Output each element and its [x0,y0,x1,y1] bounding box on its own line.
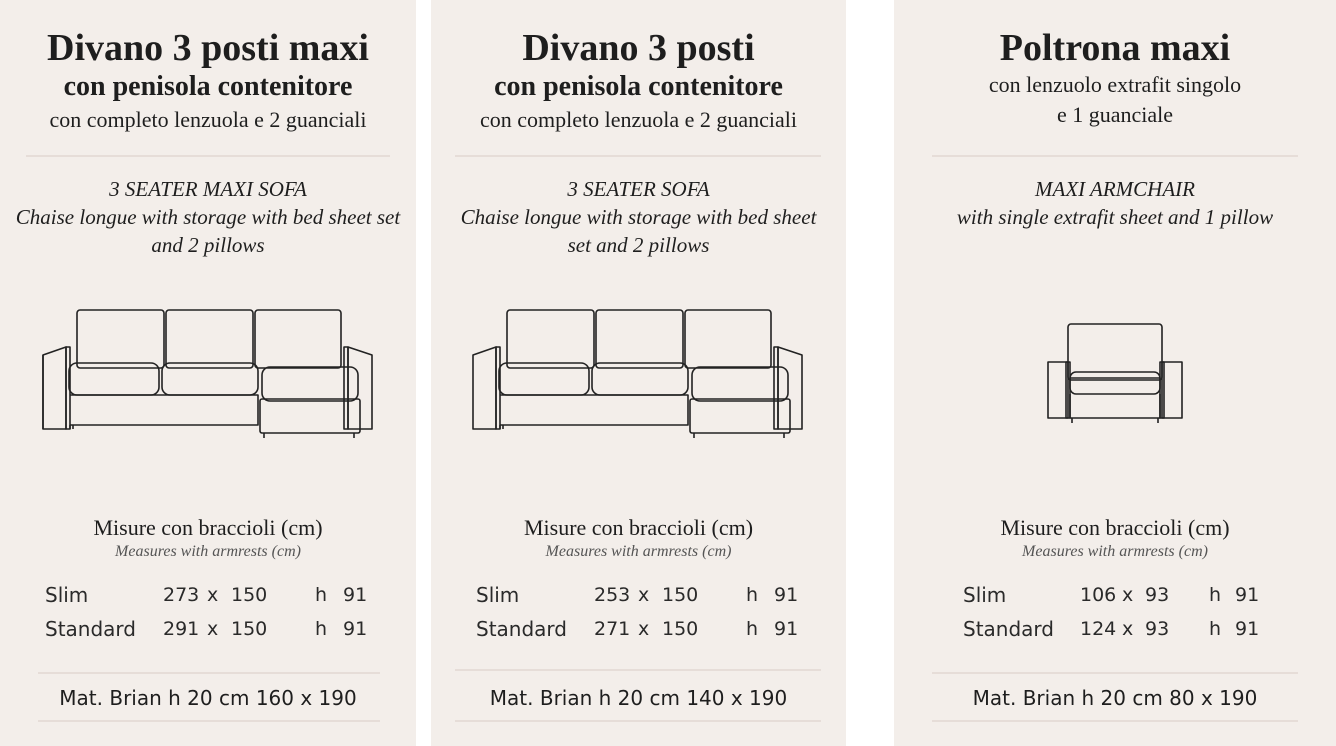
english-title: MAXI ARMCHAIR [1035,177,1195,201]
product-card-armchair [894,0,1336,746]
product-card-sofa [431,0,846,746]
product-subtitle-bold: con penisola contenitore [494,71,783,102]
size-label: Standard [45,617,136,641]
size-label: Slim [45,583,89,607]
size-depth: 93 [1145,618,1170,640]
height-label: h [746,584,759,606]
english-line: and 2 pillows [151,233,265,257]
measures-title: Misure con braccioli (cm) [523,515,754,540]
size-label: Slim [963,583,1007,607]
size-row-standard [45,616,385,642]
size-separator: x [638,618,650,640]
size-label: Standard [476,617,567,641]
divider [455,155,821,157]
divider [932,720,1298,722]
size-label: Standard [963,617,1054,641]
measures-subtitle: Measures with armrests (cm) [1022,543,1208,560]
size-separator: x [1122,618,1134,640]
size-depth: 150 [231,618,268,640]
english-line: Chaise longue with storage with bed sheet [460,205,817,229]
size-height: 91 [1235,618,1260,640]
mattress-info: Mat. Brian h 20 cm 140 x 190 [489,686,788,710]
product-title: Divano 3 posti [522,27,755,69]
size-row-standard [476,616,816,642]
english-description [431,175,846,259]
product-subtitle: con lenzuolo extrafit singolo [988,72,1242,97]
product-card-maxi-sofa [0,0,416,746]
measures-subtitle: Measures with armrests (cm) [115,543,301,560]
english-line: Chaise longue with storage with bed sheet set [15,205,401,229]
armchair-icon [1046,320,1184,426]
size-separator: x [1122,584,1134,606]
size-row-slim [963,582,1303,608]
divider [38,672,380,674]
size-row-slim [45,582,385,608]
size-height: 91 [1235,584,1260,606]
size-depth: 93 [1145,584,1170,606]
size-width: 124 [1080,618,1117,640]
size-width: 291 [163,618,200,640]
english-description [0,175,416,259]
divider [932,155,1298,157]
size-height: 91 [774,618,799,640]
divider [932,672,1298,674]
measures-title: Misure con braccioli (cm) [93,515,323,540]
size-row-standard [963,616,1303,642]
divider [455,720,821,722]
size-width: 106 [1080,584,1117,606]
divider [455,669,821,671]
product-subtitle: e 1 guanciale [1056,102,1174,127]
english-line: set and 2 pillows [567,233,710,257]
size-width: 271 [594,618,631,640]
height-label: h [315,618,328,640]
size-separator: x [207,618,219,640]
product-subtitle-bold: con penisola contenitore [63,71,353,102]
height-label: h [315,584,328,606]
height-label: h [1209,584,1222,606]
size-label: Slim [476,583,520,607]
divider [26,155,390,157]
english-description [894,175,1336,231]
mattress-info: Mat. Brian h 20 cm 160 x 190 [59,686,357,710]
size-height: 91 [343,618,368,640]
product-subtitle: con completo lenzuola e 2 guanciali [479,107,798,132]
size-height: 91 [343,584,368,606]
size-height: 91 [774,584,799,606]
english-title: 3 SEATER SOFA [567,177,710,201]
english-line: with single extrafit sheet and 1 pillow [956,205,1274,229]
size-separator: x [638,584,650,606]
size-width: 273 [163,584,200,606]
size-width: 253 [594,584,631,606]
english-title: 3 SEATER MAXI SOFA [109,177,307,201]
sofa-with-chaise-icon [40,305,376,440]
size-depth: 150 [662,584,699,606]
sofa-with-chaise-icon [470,305,806,440]
product-title: Poltrona maxi [999,27,1231,69]
divider [38,720,380,722]
size-depth: 150 [662,618,699,640]
size-depth: 150 [231,584,268,606]
product-title: Divano 3 posti maxi [47,27,369,69]
measures-title: Misure con braccioli (cm) [1000,515,1230,540]
measures-subtitle: Measures with armrests (cm) [545,543,732,560]
product-subtitle: con completo lenzuola e 2 guanciali [49,107,367,132]
size-separator: x [207,584,219,606]
size-row-slim [476,582,816,608]
mattress-info: Mat. Brian h 20 cm 80 x 190 [972,686,1258,710]
height-label: h [1209,618,1222,640]
height-label: h [746,618,759,640]
